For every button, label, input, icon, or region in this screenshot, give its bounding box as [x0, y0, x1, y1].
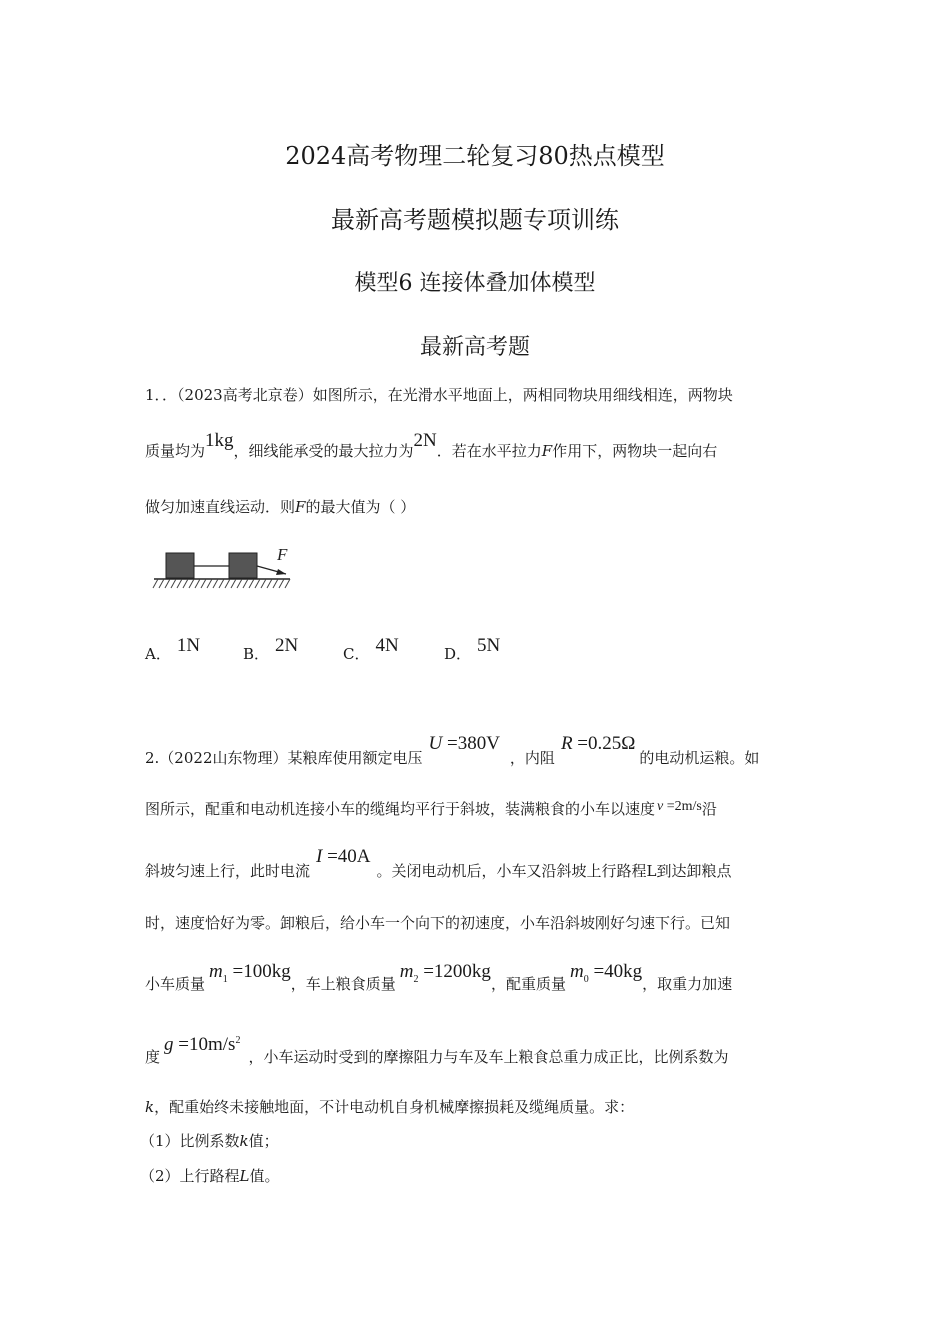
q2-subquestion-2: （2）上行路程L值。	[140, 1167, 280, 1185]
q2-subquestion-1: （1）比例系数k值；	[140, 1132, 279, 1150]
q2-line-5: 小车质量$m_1 =100kg$，车上粮食质量$m_2 =1200kg$，配重质量$m_0 =40kg$，取重力加速	[145, 961, 733, 993]
doc-subtitle: 最新高考题模拟题专项训练	[331, 206, 619, 234]
q2-line-7: k，配重始终未接触地面，不计电动机自身机械摩擦损耗及缆绳质量。求：	[145, 1098, 635, 1116]
model-title: 模型6 连接体叠加体模型	[354, 271, 596, 296]
section-title: 最新高考题	[419, 335, 530, 360]
q2-line-1: 2.（2022山东物理）某粮库使用额定电压U =380V，内阻R =0.25Ω的电动机运粮。如	[145, 733, 760, 767]
ground-hatch	[153, 579, 290, 588]
q1-option-d[interactable]: D． 5N	[444, 635, 501, 663]
q1-option-b[interactable]: B． 2N	[243, 635, 299, 663]
q1-option-c[interactable]: C． 4N	[343, 635, 399, 663]
q1-line-3: 做匀加速直线运动．则F的最大值为（ ）	[145, 498, 416, 516]
block-right	[229, 553, 257, 578]
q1-blocks-figure	[150, 540, 295, 594]
q2-line-4: 时，速度恰好为零。卸粮后，给小车一个向下的初速度，小车沿斜坡刚好匀速下行。已知	[145, 914, 731, 932]
q2-line-2: 图所示，配重和电动机连接小车的缆绳均平行于斜坡，装满粮食的小车以速度 v =2m/s沿	[145, 799, 717, 818]
q2-line-6: 度$g =10m/s^2$，小车运动时受到的摩擦阻力与车及车上粮食总重力成正比，比例系数为	[145, 1034, 729, 1066]
q1-line-1: 1．．（2023高考北京卷）如图所示，在光滑水平地面上，两相同物块用细线相连，两物块	[145, 386, 733, 404]
force-label: F	[277, 545, 288, 564]
q1-option-a[interactable]: A． 1N	[145, 635, 201, 663]
force-arrowhead	[276, 569, 286, 575]
doc-title: 2024高考物理二轮复习80热点模型	[285, 142, 665, 170]
block-left	[166, 553, 194, 578]
q1-tension: 2N	[413, 430, 437, 451]
q1-mass: 1kg	[205, 430, 234, 451]
q1-line-2: 质量均为1kg，细线能承受的最大拉力为2N．若在水平拉力F作用下，两物块一起向右	[145, 430, 718, 460]
q2-line-3: 斜坡匀速上行，此时电流I =40A。关闭电动机后，小车又沿斜坡上行路程L到达卸粮点	[145, 846, 732, 880]
